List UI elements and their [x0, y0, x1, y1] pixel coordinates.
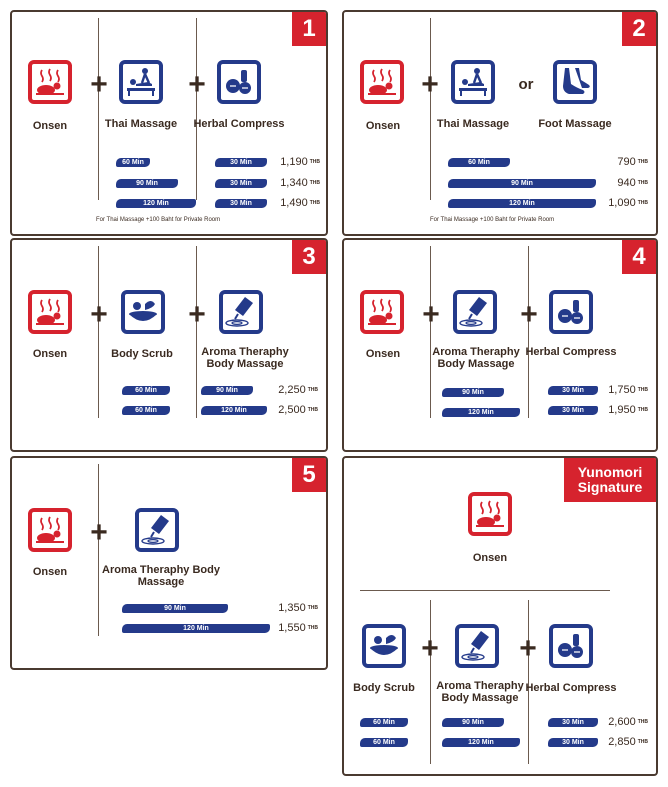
duration-bar: 60 Min: [448, 158, 510, 167]
duration-bar: 90 Min: [448, 179, 596, 188]
price: 2,250 THB: [278, 384, 318, 396]
package-card-5[interactable]: [10, 456, 328, 670]
herbal-compress-icon: [217, 60, 261, 104]
divider: [98, 464, 99, 636]
package-number-badge: 2: [622, 12, 656, 46]
package-number-badge: 3: [292, 240, 326, 274]
aroma-massage-label: Aroma Theraphy Body Massage: [436, 680, 524, 704]
price: 1,490 THB: [280, 197, 320, 209]
foot-massage-label: Foot Massage: [538, 118, 612, 130]
duration-bar: 90 Min: [442, 718, 504, 727]
plus-operator: +: [519, 632, 537, 665]
duration-bar: 30 Min: [548, 738, 598, 747]
plus-operator: +: [422, 298, 440, 331]
duration-bar: 60 Min: [360, 738, 408, 747]
duration-bar: 90 Min: [201, 386, 253, 395]
duration-bar: 30 Min: [548, 718, 598, 727]
price: 1,350 THB: [278, 602, 318, 614]
price: 1,550 THB: [278, 622, 318, 634]
divider: [196, 18, 197, 200]
price: 1,190 THB: [280, 156, 320, 168]
package-number-badge: 5: [292, 458, 326, 492]
duration-bar: 120 Min: [122, 624, 270, 633]
body-scrub-label: Body Scrub: [111, 348, 173, 360]
duration-bar: 120 Min: [442, 408, 520, 417]
plus-operator: +: [188, 68, 206, 101]
onsen-icon: [468, 492, 512, 536]
duration-bar: 90 Min: [442, 388, 504, 397]
price: 1,950 THB: [608, 404, 648, 416]
aroma-massage-label: Aroma Theraphy Body Massage: [102, 564, 220, 588]
plus-operator: +: [421, 68, 439, 101]
duration-bar: 60 Min: [122, 386, 170, 395]
divider: [98, 246, 99, 418]
plus-operator: +: [90, 516, 108, 549]
onsen-icon: [28, 508, 72, 552]
onsen-icon: [28, 60, 72, 104]
private-room-note: For Thai Massage +100 Baht for Private Room: [430, 217, 555, 223]
plus-operator: +: [90, 298, 108, 331]
body-scrub-icon: [121, 290, 165, 334]
private-room-note: For Thai Massage +100 Baht for Private Room: [96, 217, 221, 223]
duration-bar: 30 Min: [215, 158, 267, 167]
duration-bar: 120 Min: [448, 199, 596, 208]
price: 940 THB: [617, 177, 648, 189]
package-card-2[interactable]: [342, 10, 658, 236]
divider: [528, 246, 529, 418]
onsen-label: Onsen: [472, 552, 508, 564]
package-card-1[interactable]: [10, 10, 328, 236]
thai-massage-label: Thai Massage: [436, 118, 510, 130]
signature-badge: Yunomori Signature: [564, 458, 656, 502]
aroma-oil-icon: [135, 508, 179, 552]
duration-bar: 60 Min: [360, 718, 408, 727]
body-scrub-label: Body Scrub: [353, 682, 415, 694]
divider: [360, 590, 610, 591]
divider: [430, 246, 431, 418]
plus-operator: +: [421, 632, 439, 665]
thai-massage-icon: [451, 60, 495, 104]
price: 2,850 THB: [608, 736, 648, 748]
divider: [430, 18, 431, 200]
price: 1,340 THB: [280, 177, 320, 189]
package-card-4[interactable]: [342, 238, 658, 452]
aroma-oil-icon: [219, 290, 263, 334]
herbal-compress-label: Herbal Compress: [525, 682, 617, 694]
onsen-label: Onsen: [365, 120, 401, 132]
price: 2,600 THB: [608, 716, 648, 728]
onsen-icon: [360, 60, 404, 104]
duration-bar: 120 Min: [201, 406, 267, 415]
duration-bar: 90 Min: [122, 604, 228, 613]
duration-bar: 30 Min: [548, 406, 598, 415]
onsen-icon: [28, 290, 72, 334]
herbal-compress-label: Herbal Compress: [193, 118, 285, 130]
onsen-label: Onsen: [32, 120, 68, 132]
foot-massage-icon: [553, 60, 597, 104]
package-card-signature[interactable]: [342, 456, 658, 776]
onsen-label: Onsen: [32, 348, 68, 360]
divider: [98, 18, 99, 200]
aroma-oil-icon: [455, 624, 499, 668]
divider: [196, 246, 197, 418]
duration-bar: 30 Min: [215, 179, 267, 188]
duration-bar: 30 Min: [548, 386, 598, 395]
plus-operator: +: [520, 298, 538, 331]
plus-operator: +: [90, 68, 108, 101]
herbal-compress-icon: [549, 290, 593, 334]
duration-bar: 60 Min: [122, 406, 170, 415]
price: 1,750 THB: [608, 384, 648, 396]
duration-bar: 120 Min: [442, 738, 520, 747]
thai-massage-icon: [119, 60, 163, 104]
duration-bar: 90 Min: [116, 179, 178, 188]
onsen-label: Onsen: [32, 566, 68, 578]
aroma-massage-label: Aroma Theraphy Body Massage: [201, 346, 289, 370]
price: 1,090 THB: [608, 197, 648, 209]
or-operator: or: [518, 76, 534, 93]
plus-operator: +: [188, 298, 206, 331]
package-number-badge: 1: [292, 12, 326, 46]
onsen-label: Onsen: [365, 348, 401, 360]
aroma-massage-label: Aroma Theraphy Body Massage: [432, 346, 520, 370]
duration-bar: 120 Min: [116, 199, 196, 208]
thai-massage-label: Thai Massage: [104, 118, 178, 130]
package-card-3[interactable]: [10, 238, 328, 452]
duration-bar: 60 Min: [116, 158, 150, 167]
herbal-compress-icon: [549, 624, 593, 668]
aroma-oil-icon: [453, 290, 497, 334]
body-scrub-icon: [362, 624, 406, 668]
onsen-icon: [360, 290, 404, 334]
herbal-compress-label: Herbal Compress: [525, 346, 617, 358]
price: 790 THB: [617, 156, 648, 168]
package-number-badge: 4: [622, 240, 656, 274]
price: 2,500 THB: [278, 404, 318, 416]
duration-bar: 30 Min: [215, 199, 267, 208]
